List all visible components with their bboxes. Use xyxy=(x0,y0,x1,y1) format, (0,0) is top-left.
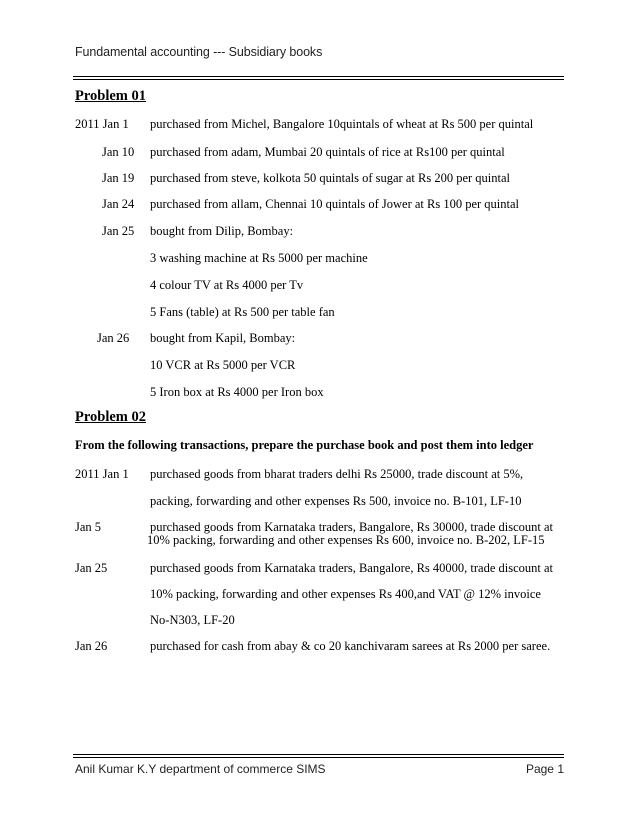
page-header-title: Fundamental accounting --- Subsidiary books xyxy=(75,45,323,59)
problem-02-entry: purchased goods from Karnataka traders, Bangalore, Rs 40000, trade discount at xyxy=(150,561,554,575)
problem-01-date: Jan 26 xyxy=(97,331,130,345)
problem-01-entry: bought from Dilip, Bombay: xyxy=(150,224,294,238)
problem-02-date: Jan 5 xyxy=(75,520,102,534)
footer-author: Anil Kumar K.Y department of commerce SIMS xyxy=(75,762,326,776)
problem-01-entry: 5 Fans (table) at Rs 500 per table fan xyxy=(150,305,335,319)
problem-01-entry: purchased from adam, Mumbai 20 quintals of rice at Rs100 per quintal xyxy=(150,145,505,159)
problem-01-entry: 5 Iron box at Rs 4000 per Iron box xyxy=(150,385,324,399)
problem-02-instructions: From the following transactions, prepare the purchase book and post them into ledger xyxy=(75,438,534,452)
problem-02-heading: Problem 02 xyxy=(75,409,147,425)
header-divider xyxy=(73,76,564,80)
problem-02-entry: packing, forwarding and other expenses Rs 500, invoice no. B-101, LF-10 xyxy=(150,494,522,508)
problem-01-date: Jan 25 xyxy=(102,224,135,238)
problem-02-entry: 10% packing, forwarding and other expenses Rs 400,and VAT @ 12% invoice xyxy=(150,587,541,601)
problem-01-heading: Problem 01 xyxy=(75,88,147,104)
problem-01-entry: 10 VCR at Rs 5000 per VCR xyxy=(150,358,296,372)
problem-01-entry: purchased from steve, kolkota 50 quintals of sugar at Rs 200 per quintal xyxy=(150,171,510,185)
problem-01-date: 2011 Jan 1 xyxy=(75,117,129,131)
problem-02-entry: 10% packing, forwarding and other expenses Rs 600, invoice no. B-202, LF-15 xyxy=(147,533,545,547)
problem-02-entry: purchased for cash from abay & co 20 kanchivaram sarees at Rs 2000 per saree. xyxy=(150,639,551,653)
problem-02-entry: purchased goods from Karnataka traders, Bangalore, Rs 30000, trade discount at xyxy=(150,520,554,534)
problem-01-entry: purchased from Michel, Bangalore 10quintals of wheat at Rs 500 per quintal xyxy=(150,117,534,131)
problem-02-entry: No-N303, LF-20 xyxy=(150,613,235,627)
problem-01-entry: bought from Kapil, Bombay: xyxy=(150,331,296,345)
problem-01-entry: purchased from allam, Chennai 10 quintals of Jower at Rs 100 per quintal xyxy=(150,197,520,211)
problem-02-date: Jan 25 xyxy=(75,561,108,575)
problem-02-date: Jan 26 xyxy=(75,639,108,653)
problem-01-date: Jan 19 xyxy=(102,171,135,185)
problem-02-entry: purchased goods from bharat traders delhi Rs 25000, trade discount at 5%, xyxy=(150,467,524,481)
problem-01-entry: 4 colour TV at Rs 4000 per Tv xyxy=(150,278,304,292)
footer-divider xyxy=(73,754,564,758)
problem-01-date: Jan 24 xyxy=(102,197,135,211)
problem-01-entry: 3 washing machine at Rs 5000 per machine xyxy=(150,251,368,265)
problem-02-date: 2011 Jan 1 xyxy=(75,467,129,481)
page-number: Page 1 xyxy=(525,762,564,776)
problem-01-date: Jan 10 xyxy=(102,145,135,159)
